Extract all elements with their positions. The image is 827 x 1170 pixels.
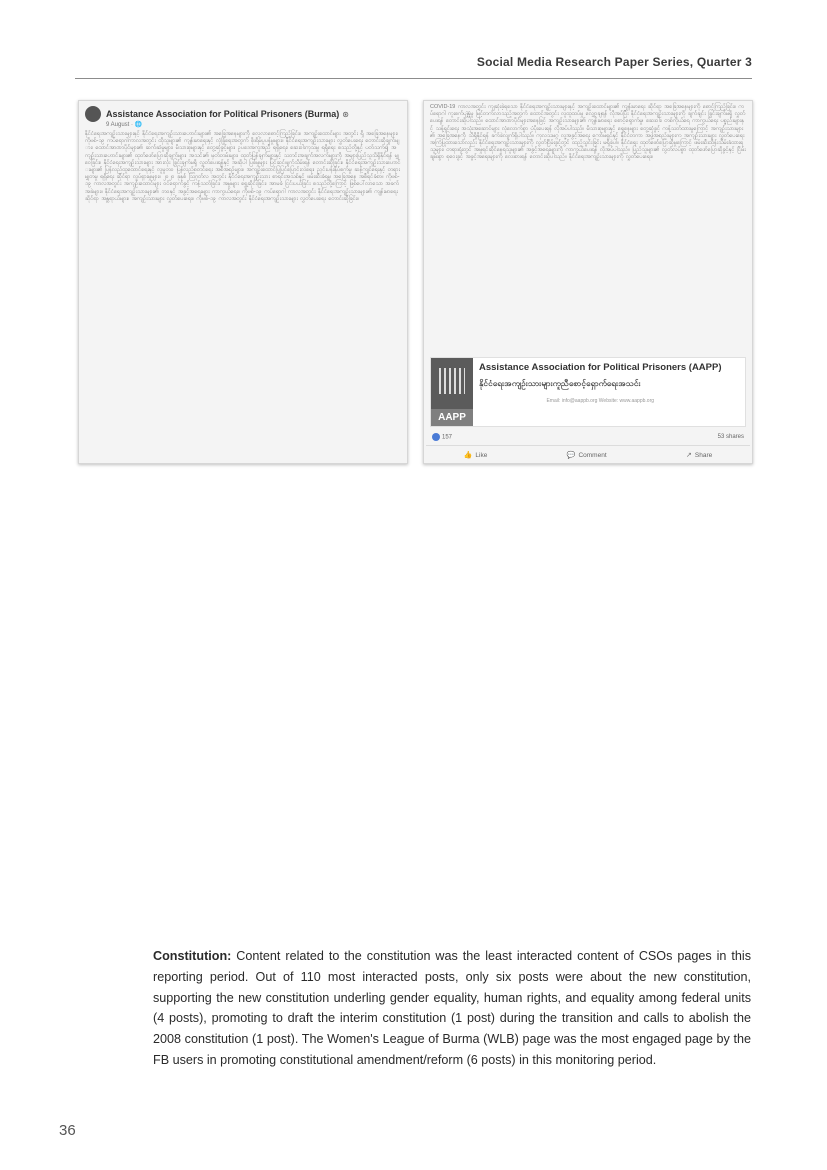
reaction-summary [432,433,452,441]
share-count: 53 shares [717,434,744,440]
comment-icon: 💬 [566,452,576,459]
share-button [686,451,712,459]
paragraph-lead: Constitution: [153,949,232,963]
post-text: COVID-19 ကာလအတွင်း ကျဆုံးခဲ့ရသော နိုင်ငံရေးအကျဉ်းသားများနှင့် အကျဉ်းထောင်များ၏ ကျန်းမာရေး ဆိုင်ရာ အခြေအနေများကို စောင့်ကြည့်ခြင်း။ ကပ်ရောဂါ ကူးစက်ပျံ့နှံ့မှု မြင့်တက်လာသည့်အတွက် ထောင်အတွင်း လူထူထပ်မှု လျှော့ချရန် လိုအပ်ပြီး နိုင်ငံရေးအကျဉ်းသားများကို ချက်ချင်း ခြွင်းချက်မရှိ လွှတ်ပေးရန် တောင်းဆိုပါသည်။ ထောင်အာဏာပိုင်များအနေဖြင့် အကျဉ်းသားများ၏ ကျန်းမာရေး စောင့်ရှောက်မှု၊ ဆေးဝါး၊ တစ်ကိုယ်ရေ ကာကွယ်ရေး ပစ္စည်းများနှင့် သန့်ရှင်းရေး အသုံးအဆောင်များ လုံလောက်စွာ ပံ့ပိုးပေးရန် လိုအပ်ပါသည်။ မိသားစုများနှင့် ရှေ့နေများ တွေ့ဆုံခွင့် ကန့်သတ်ထားမှုကြောင့် အကျဉ်းသားများ၏ အခြေအနေကို သိရှိနိုင်ရန် ခက်ခဲလျက်ရှိပါသည်။ ကုလသမဂ္ဂ လူ့အခွင့်အရေး ကော်မရှင်နှင့် နိုင်ငံတကာ အဖွဲ့အစည်းများက အကျဉ်းသားများ လွှတ်ပေးရေး အကြံပြုထားသော်လည်း နိုင်ငံရေးအကျဉ်းသားများကို လွတ်ငြိမ်းခွင့်တွင် ထည့်သွင်းခြင်း မရှိခဲ့ပါ။ နိုင်ငံရေး ထုတ်ဖော်ပြောဆိုမှုကြောင့် ဖမ်းဆီးထိန်းသိမ်းခံထားရသူများ၊ တရားရုံးတွင် အမှုရင်ဆိုင်နေရသူများ၏ အခွင့်အရေးများကို ကာကွယ်ပေးရန် လိုအပ်ပါသည်။ ပြည်သူများ၏ လွတ်လပ်စွာ ထုတ်ဖော်ပြောဆိုခွင့်နှင့် ငြိမ်းချမ်းစွာ စုဝေးခွင့် အခွင့်အရေးများကို လေးစားရန် တောင်းဆိုပါသည်။ နိုင်ငံရေးအကျဉ်းသားများကို လွှတ်ပေးရေး။ [430,104,746,161]
comment-button [567,451,607,459]
aapp-card-info [473,358,728,426]
avatar [85,106,101,122]
aapp-logo-label: AAPP [431,409,473,426]
reactions-bar [426,427,750,446]
reaction-count: 157 [442,434,453,441]
facebook-post-screenshot-right [423,100,753,464]
prison-bars-icon [439,368,465,394]
thumbs-up-icon: 👍 [463,452,473,459]
post-text: နိုင်ငံရေးအကျဉ်းသားများနှင့် နိုင်ငံရေးအကျဉ်းသားဟောင်းများ၏ အခြေအနေများကို လေ့လာစောင့်ကြည့်ခြင်း။ အကျဉ်းထောင်များ အတွင်း ရှိ အခြေအနေများ၊ ကိုဗစ်-၁၉ ကပ်ရောဂါကာလအတွင်း ထိုသူများ၏ ကျန်းမာရေးနှင့် လုံခြုံရေးအတွက် စိုးရိမ်ပူပန်မှုများ။ နိုင်ငံရေးအကျဉ်းသားများ လွှတ်ပေးရေး တောင်းဆိုချက်များ၊ ထောင်အာဏာပိုင်များ၏ ဆက်ဆံမှုများ၊ မိသားစုများနှင့် တွေ့ဆုံခွင့်များ၊ ဥပဒေအကူအညီ ရရှိရေး၊ ဆေးဝါးကုသမှု ရရှိရေး စသည်တို့နှင့် ပတ်သက်၍ အကျဉ်းသားဟောင်းများ၏ ထုတ်ဖော်ပြောဆိုချက်များ၊ အသင်း၏ မှတ်တမ်းများ၊ ထုတ်ပြန်ချက်များနှင့် သတင်းအချက်အလက်များကို အများပြည်သူသိရှိနိုင်ရန် မျှဝေခြင်း။ နိုင်ငံရေးအကျဉ်းသားများ အားလုံး ခြွင်းချက်မရှိ လွှတ်ပေးရန်နှင့် အဆိုပါ ပြစ်မှုများ ပြင်ဆင်ဖျက်သိမ်းရန် တောင်းဆိုခြင်း။ နိုင်ငံရေးအကျဉ်းသားဟောင်းများ၏ ပြန်လည်ထူထောင်ရေးနှင့် လူမှုဘဝ ပြန်လည်စတင်ရေး အစီအစဉ်များ။ အကျဉ်းထောင်ပြုပြင်ပြောင်းလဲရေး၊ ညှင်းပန်းနှိပ်စက်မှု ဆန့်ကျင်ရေးနှင့် တရားမျှတမှု ရရှိရေး ဆိုင်ရာ လှုပ်ရှားမှုများ။ ၂၀၂၀ ခုနှစ် ဩဂုတ်လ အတွင်း နိုင်ငံရေးအကျဉ်းသား စာရင်းအသစ်နှင့် ဖမ်းဆီးခံရမှု အခြေအနေ အစီရင်ခံစာ။ ကိုဗစ်-၁၉ ကာလအတွင်း အကျဉ်းထောင်များ ဝင်ရောက်ခွင့် ကန့်သတ်ခြင်း၊ အမှုများ ရွှေ့ဆိုင်းခြင်း၊ အာမခံ ငြင်းပယ်ခြင်း စသည်တို့ကြောင့် ဖြစ်ပေါ်လာသော အခက်အခဲများ။ နိုင်ငံရေးအကျဉ်းသားများ၏ ဘဝနှင့် အခွင့်အရေးများ ကာကွယ်ရေး။ ကိုဗစ်-၁၉ ကပ်ရောဂါ ကာလအတွင်း နိုင်ငံရေးအကျဉ်းသားများ၏ ကျန်းမာရေး ဆိုင်ရာ အန္တရာယ်များ။ အကျဉ်းသားများ လွှတ်ပေးရေး။ ကိုဗစ်-၁၉ ကာလအတွင်း နိုင်ငံရေးအကျဉ်းသားများ လွှတ်ပေးရေး တောင်းဆိုခြင်း။ [85,131,401,202]
aapp-card-subtitle: နိုင်ငံရေးအကျဉ်းသားများကူညီစောင့်ရှောက်ရေးအသင်း [479,379,641,388]
share-label: Share [694,451,713,459]
aapp-link-card [430,357,746,427]
constitution-paragraph [153,946,751,1071]
page-name: Assistance Association for Political Prisoners (Burma) [106,109,340,119]
aapp-card-name: Assistance Association for Political Prisoners (AAPP) [479,362,722,373]
like-label: Like [475,451,488,459]
aapp-logo [431,358,473,426]
facebook-post-screenshot-left [78,100,408,464]
page-number: 36 [59,1122,76,1139]
share-icon: ↗ [686,452,692,459]
like-reaction-icon [432,433,440,441]
header-rule [75,78,752,79]
post-meta: 9 August · 🌐 [106,122,143,128]
aapp-card-contact: Email: info@aappb.org Website: www.aappb.org [546,398,655,404]
post-actions [424,446,752,464]
series-title: Social Media Research Paper Series, Quarter 3 [476,55,752,69]
verified-icon: ⊛ [342,109,349,119]
like-button [464,451,488,459]
comment-label: Comment [578,451,607,459]
paragraph-text: Content related to the constitution was the least interacted content of CSOs pages in this reporting period. Out of 110 most interacted posts, only six posts were about the new constitution, supporting the new constitution underling gender equality, human rights, and equality among federal units (4 posts), promoting to draft the interim constitution (1 post) during the transition and calls to abolish the 2008 constitution (1 post). The Women's League of Burma (WLB) page was the most engaged page by the FB users in promoting constitutional amendment/reform (6 posts) in this monitoring period. [153,949,751,1067]
